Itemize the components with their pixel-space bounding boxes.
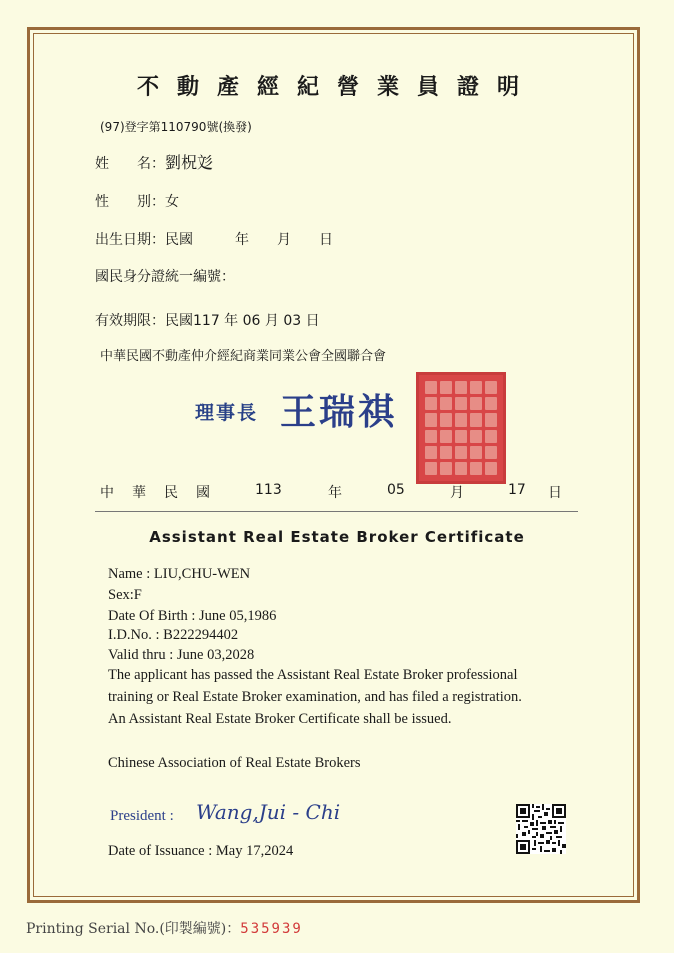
issue-date-prefix-cn: 中 華 民 國: [100, 485, 212, 501]
official-seal: [416, 372, 506, 484]
issue-day-unit-cn: 日: [548, 485, 562, 501]
id-row-cn: [95, 266, 235, 286]
issue-year-cn: 113: [255, 482, 282, 498]
name-en: Name : LIU,CHU-WEN: [108, 566, 251, 582]
certificate-title-cn: 不動產經紀營業員證明: [136, 75, 537, 100]
id-label-cn: 國民身分證統一編號：: [95, 269, 235, 285]
section-divider: [95, 511, 578, 512]
document-number: (97)登字第110790號(換發): [100, 120, 252, 134]
certificate-title-en: Assistant Real Estate Broker Certificate: [149, 528, 525, 546]
id-en: I.D.No. : B222294402: [108, 627, 239, 643]
association-name-en: Chinese Association of Real Estate Brokers: [108, 755, 361, 771]
valid-en: Valid thru : June 03,2028: [108, 647, 255, 663]
issuance-date-en: Date of Issuance : May 17,2024: [108, 843, 294, 859]
issue-year-unit-cn: 年: [328, 485, 342, 501]
issue-month-cn: 05: [387, 482, 405, 498]
dob-label-cn: 出生日期：: [95, 232, 165, 248]
printing-serial: [26, 918, 303, 938]
president-label-en: President :: [110, 808, 174, 824]
sex-row-cn: [95, 191, 179, 211]
valid-value-cn: 民國117 年 06 月 03 日: [165, 313, 320, 329]
issue-month-unit-cn: 月: [450, 485, 464, 501]
statement-line-2: training or Real Estate Broker examination, and has filed a registration.: [108, 689, 522, 705]
sex-en: Sex:F: [108, 587, 142, 603]
name-value-cn: 劉柷彣: [165, 153, 214, 172]
sex-value-cn: 女: [165, 194, 179, 210]
association-name-cn: 中華民國不動產仲介經紀商業同業公會全國聯合會: [100, 349, 387, 364]
sex-label-cn: 性 別：: [95, 194, 165, 210]
qr-code-icon: [516, 804, 566, 854]
serial-number: 535939: [240, 921, 303, 937]
dob-row-cn: [95, 229, 333, 249]
name-row-cn: [95, 150, 213, 173]
dob-en: Date Of Birth : June 05,1986: [108, 608, 277, 624]
president-signature-cn: 王瑞祺: [280, 391, 398, 433]
dob-value-cn: 民國 年 月 日: [165, 232, 333, 248]
president-signature-en: Wang,Jui - Chi: [196, 800, 341, 824]
valid-row-cn: [95, 310, 320, 330]
name-label-cn: 姓 名：: [95, 156, 165, 172]
valid-label-cn: 有效期限：: [95, 313, 165, 329]
statement-line-1: The applicant has passed the Assistant Real Estate Broker professional: [108, 667, 518, 683]
statement-line-3: An Assistant Real Estate Broker Certificate shall be issued.: [108, 711, 452, 727]
serial-label: Printing Serial No.(印製編號)：: [26, 921, 241, 937]
president-label-cn: 理事長: [195, 402, 259, 424]
issue-day-cn: 17: [508, 482, 526, 498]
